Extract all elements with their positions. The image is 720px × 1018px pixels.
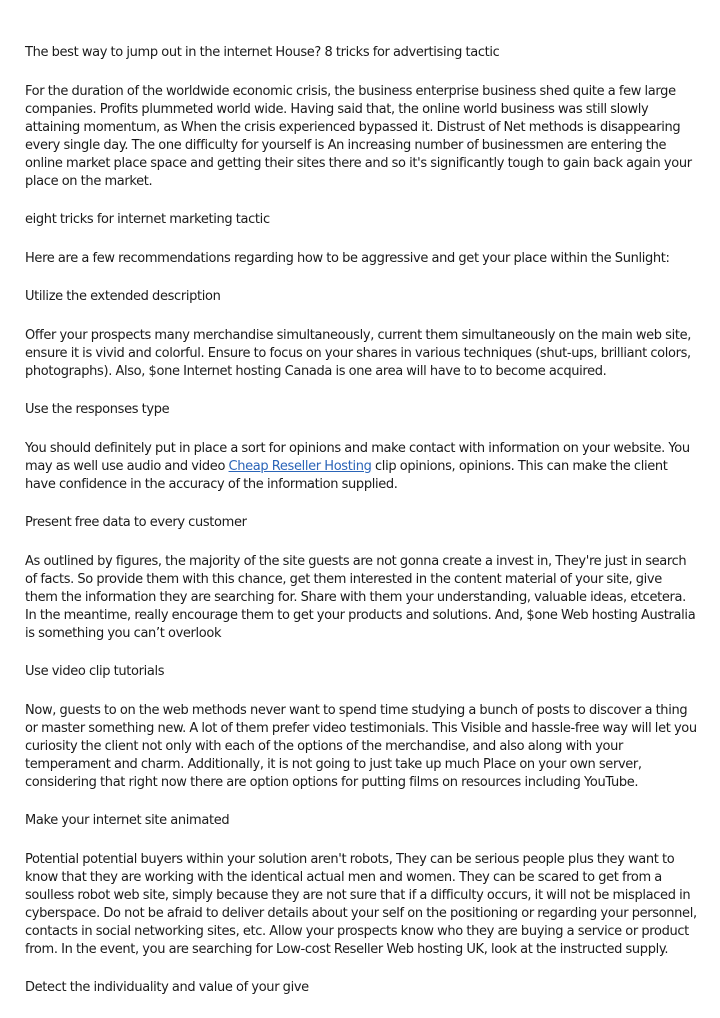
section-body-animated-site: Potential potential buyers within your solution aren't robots, They can be serious people plus they want to know that they are working with the identical actual men and women. They can be scared to get from a soulless robot web site, simply because they are not sure that if a difficulty occurs, it will not be misplaced in cyberspace. Do not be afraid to deliver details about your self on the positioning or regarding your personnel, contacts in social networking sites, etc. Allow your prospects know who they are buying a service or product from. In the event, you are searching for Low-cost Reseller Web hosting UK, look at the instructed supply.: [25, 851, 697, 957]
section-body-video-tutorials: Now, guests to on the web methods never want to spend time studying a bunch of posts to discover a thing or master something new. A lot of them prefer video testimonials. This Visible and hassle-free way will let you curiosity the client not only with each of the options of the merchandise, and also along with your temperament and charm. Additionally, it is not going to just take up much Place on your own server, considering that right now there are option options for putting films on resources including YouTube.: [25, 702, 697, 790]
section-heading-animated-site: Make your internet site animated: [25, 813, 230, 828]
body-text-before-link: You should definitely put in place a sort for opinions and make contact with information on your website. You may as well use audio and video: [25, 440, 690, 474]
body-text-after-link: clip opinions, opinions. This can make the client have confidence in the accuracy of the information supplied.: [25, 458, 668, 492]
intro-paragraph: For the duration of the worldwide economic crisis, the business enterprise business shed quite a few large companies. Profits plummeted world wide. Having said that, the online world business was still slowly attaining momentum, as When the crisis experienced bypassed it. Distrust of Net methods is disappearing every single day. The one difficulty for yourself is An increasing number of businessmen are entering the online market place space and getting their sites there and so it's significantly tough to gain back again your place on the market.: [25, 83, 692, 189]
document-page: [25, 44, 697, 1018]
section-heading-video-tutorials: Use video clip tutorials: [25, 664, 165, 679]
lead-paragraph: Here are a few recommendations regarding how to be aggressive and get your place within the Sunlight:: [25, 250, 670, 266]
section-body-responses-type: [25, 440, 697, 494]
section-heading-individuality: Detect the individuality and value of your give: [25, 980, 309, 995]
cheap-reseller-hosting-link[interactable]: Cheap Reseller Hosting: [228, 458, 372, 474]
subtitle: eight tricks for internet marketing tactic: [25, 212, 270, 227]
section-heading-extended-description: Utilize the extended description: [25, 289, 221, 304]
document-title: The best way to jump out in the internet House? 8 tricks for advertising tactic: [25, 45, 500, 60]
section-body-free-data: As outlined by figures, the majority of the site guests are not gonna create a invest in, They're just in search of facts. So provide them with this chance, get them interested in the content material of your site, give them the information they are searching for. Share with them your understanding, valuable ideas, etcetera. In the meantime, really encourage them to get your products and solutions. And, $one Web hosting Australia is something you can’t overlook: [25, 553, 696, 641]
section-heading-responses-type: Use the responses type: [25, 402, 170, 417]
section-body-extended-description: Offer your prospects many merchandise simultaneously, current them simultaneously on the main web site, ensure it is vivid and colorful. Ensure to focus on your shares in various techniques (shut-ups, brilliant colors, photographs). Also, $one Internet hosting Canada is one area will have to to become acquired.: [25, 327, 692, 379]
section-heading-free-data: Present free data to every customer: [25, 515, 247, 530]
